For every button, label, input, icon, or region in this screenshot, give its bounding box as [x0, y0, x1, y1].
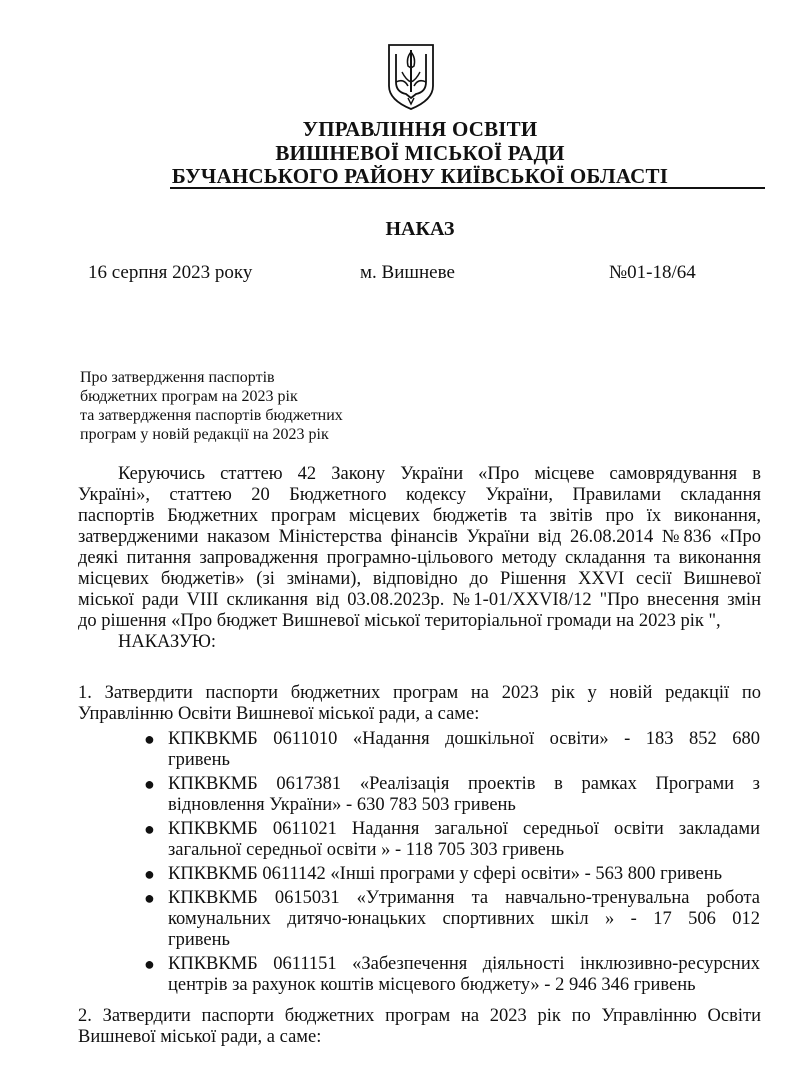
list-item	[140, 729, 760, 771]
org-name-line-1: УПРАВЛІННЯ ОСВІТИ	[302, 117, 538, 141]
list-item-line: КПКВКМБ 0617381 «Реалізація проектів в рамках Програми з	[168, 774, 760, 794]
subject-line: та затвердження паспортів бюджетних	[80, 407, 343, 424]
bullet-dot-icon: ●	[144, 729, 155, 749]
preamble-line: затвердженими наказом Міністерства фінансів України від 26.08.2014 №836 «Про	[78, 527, 761, 547]
order-date: 16 серпня 2023 року	[88, 262, 253, 283]
bullet-dot-icon: ●	[144, 864, 155, 884]
order-place: м. Вишневе	[360, 262, 455, 283]
item-1-line: Управлінню Освіти Вишневої міської ради, а саме:	[78, 704, 480, 724]
preamble-line: місцевих бюджетів» (зі змінами), відповідно до Рішення XXVI сесії Вишневої	[78, 569, 761, 589]
preamble-line: до рішення «Про бюджет Вишневої міської територіальної громади на 2023 рік ",	[78, 611, 721, 631]
list-item-line: комунальних дитячо-юнацьких спортивних шкіл » - 17 506 012	[168, 909, 760, 929]
list-item-line: КПКВКМБ 0611142 «Інші програми у сфері освіти» - 563 800 гривень	[168, 864, 723, 884]
subject-line: бюджетних програм на 2023 рік	[80, 388, 298, 405]
budget-program-list	[140, 729, 760, 999]
item-2-line: Вишневої міської ради, а саме:	[78, 1027, 322, 1047]
list-item-line: КПКВКМБ 0611010 «Надання дошкільної освіти» - 183 852 680	[168, 729, 760, 749]
list-item	[140, 864, 760, 885]
preamble-line: Керуючись статтею 42 Закону України «Про місцеве самоврядування в	[118, 464, 761, 484]
list-item-line: центрів за рахунок коштів місцевого бюджету» - 2 946 346 гривень	[168, 975, 696, 995]
order-subject	[80, 368, 343, 444]
list-item-line: КПКВКМБ 0611021 Надання загальної середньої освіти закладами	[168, 819, 760, 839]
document-title: НАКАЗ	[385, 218, 455, 240]
bullet-dot-icon: ●	[144, 819, 155, 839]
list-item-line: гривень	[168, 750, 230, 770]
list-item	[140, 954, 760, 996]
bullet-dot-icon: ●	[144, 774, 155, 794]
preamble-paragraph	[78, 464, 761, 653]
org-name-line-2: ВИШНЕВОЇ МІСЬКОЇ РАДИ	[275, 141, 565, 165]
subject-line: Про затвердження паспортів	[80, 369, 275, 386]
ukraine-trident-emblem-icon	[386, 42, 436, 112]
list-item-line: гривень	[168, 930, 230, 950]
list-item-line: КПКВКМБ 0611151 «Забезпечення діяльності інклюзивно-ресурсних	[168, 954, 760, 974]
bullet-dot-icon: ●	[144, 888, 155, 908]
order-word: НАКАЗУЮ:	[118, 632, 217, 652]
item-2-paragraph	[78, 1006, 761, 1048]
preamble-line: паспортів Бюджетних програм місцевих бюджетів та звітів про їх виконання,	[78, 506, 761, 526]
bullet-dot-icon: ●	[144, 954, 155, 974]
item-2-line: 2. Затвердити паспорти бюджетних програм на 2023 рік по Управлінню Освіти	[78, 1006, 761, 1026]
org-name-line-3: БУЧАНСЬКОГО РАЙОНУ КИЇВСЬКОЇ ОБЛАСТІ	[171, 164, 669, 188]
list-item-line: загальної середньої освіти » - 118 705 303 гривень	[168, 840, 565, 860]
header-divider	[170, 187, 765, 189]
item-1-line: 1. Затвердити паспорти бюджетних програм на 2023 рік у новій редакції по	[78, 683, 761, 703]
list-item-line: відновлення України» - 630 783 503 гривень	[168, 795, 516, 815]
preamble-line: міської ради VIII скликання від 03.08.2023р. №1-01/XXVI8/12 "Про внесення змін	[78, 590, 761, 610]
preamble-line: деякі питання запровадження програмно-цільового методу складання та виконання	[78, 548, 761, 568]
preamble-line: Україні», статтею 20 Бюджетного кодексу України, Правилами складання	[78, 485, 761, 505]
order-number: №01-18/64	[609, 262, 696, 283]
list-item-line: КПКВКМБ 0615031 «Утримання та навчально-тренувальна робота	[168, 888, 760, 908]
item-1-paragraph	[78, 683, 761, 725]
list-item	[140, 774, 760, 816]
list-item	[140, 888, 760, 951]
subject-line: програм у новій редакції на 2023 рік	[80, 426, 329, 443]
list-item	[140, 819, 760, 861]
